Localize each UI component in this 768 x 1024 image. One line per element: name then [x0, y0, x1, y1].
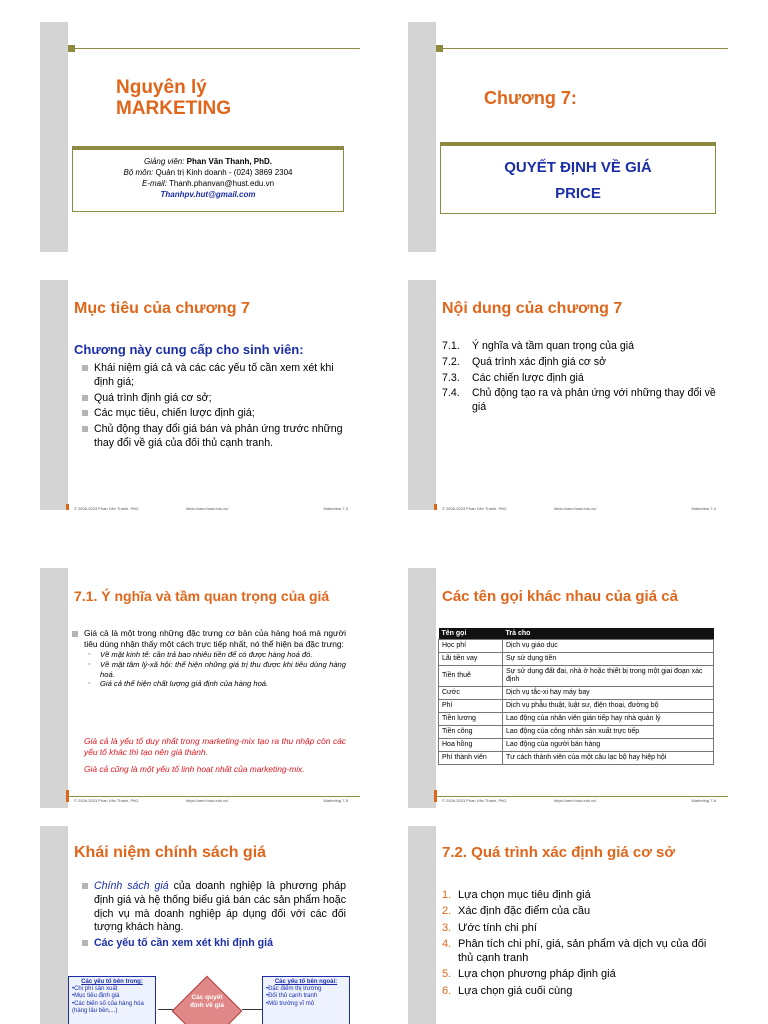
slide-accent-bar — [40, 280, 68, 510]
item-text: Chủ động tạo ra và phản ứng với những thay đổi về giá — [472, 387, 716, 414]
box-header: Các yếu tố bên ngoài: — [274, 979, 338, 985]
box-line: •Đối thủ cạnh tranh — [266, 993, 318, 1000]
list-item — [72, 628, 346, 689]
slide-title: Mục tiêu của chương 7 — [74, 300, 250, 317]
slide-7 — [40, 826, 360, 1024]
chapter-topic-line2: PRICE — [555, 184, 601, 202]
steps-list — [442, 888, 716, 1000]
footer-page: Marketing 7-6 — [691, 798, 716, 803]
item-text: Ý nghĩa và tầm quan trọng của giá — [472, 340, 634, 352]
box-header: Các yếu tố bên trong: — [81, 979, 143, 985]
list-item — [442, 967, 716, 981]
list-item — [442, 356, 716, 370]
slide-footer — [440, 798, 728, 806]
email-secondary[interactable]: Thanhpv.hut@gmail.com — [160, 190, 256, 200]
slide-title: Các tên gọi khác nhau của giá cả — [442, 588, 678, 605]
course-title-line2: MARKETING — [116, 97, 232, 119]
slide-5 — [40, 568, 360, 808]
bottom-divider — [68, 796, 360, 797]
chapter-topic-box — [440, 142, 716, 214]
sub-item: ▫ Về mặt tâm lý-xã hội: thể hiện những giá trị thu được khi tiêu dùng hàng hoá. — [88, 660, 346, 680]
slide-title: Nội dung của chương 7 — [442, 300, 623, 317]
table-cell: Tiền thuê — [439, 666, 503, 687]
footer-copyright: © 2006-2023 Phan Văn Thanh, PhD. — [74, 506, 140, 510]
policy-list — [82, 880, 346, 953]
slide-title: 7.2. Quá trình xác định giá cơ sở — [442, 844, 676, 861]
table-cell: Sự sử dụng đất đai, nhà ở hoặc thiết bị trong một giai đoạn xác định — [503, 666, 714, 687]
box-line: •Mục tiêu định giá — [72, 993, 120, 1000]
step-number: 1. — [442, 889, 452, 901]
table-cell: Dịch vụ giáo dục — [503, 640, 714, 653]
list-item: Các mục tiêu, chiến lược định giá; — [82, 407, 346, 421]
table-row — [439, 687, 714, 700]
slide-title: 7.1. Ý nghĩa và tầm quan trọng của giá — [74, 588, 330, 604]
department-value: Quản trị Kinh doanh - (024) 3869 2304 — [155, 168, 293, 178]
step-text: Lựa chọn giá cuối cùng — [458, 984, 573, 997]
table-header-row — [439, 628, 714, 640]
box-line: •Chi phí sản xuất — [72, 986, 118, 993]
table-row — [439, 713, 714, 726]
table-cell: Lao động của nhân viên gián tiếp hay nhà quản lý — [503, 713, 714, 726]
list-item: Khái niệm giá cả và các các yếu tố cần xem xét khi định giá; — [82, 362, 346, 390]
slide-accent-bar — [408, 568, 436, 808]
item-text: Quá trình xác định giá cơ sở — [472, 355, 607, 368]
internal-factors-box — [68, 976, 156, 1024]
list-item — [442, 921, 716, 935]
email-line — [73, 178, 343, 189]
table-cell: Sự sử dụng tiền — [503, 653, 714, 666]
arrow-connector-right — [242, 1009, 262, 1010]
course-title-line1: Nguyên lý — [116, 77, 207, 98]
table-row — [439, 653, 714, 666]
footer-page: Marketing 7-5 — [323, 798, 348, 803]
slide-footer — [440, 506, 728, 510]
course-title — [116, 78, 231, 120]
step-number: 4. — [442, 937, 452, 950]
footer-copyright: © 2006-2023 Phan Văn Thanh, PhD. — [74, 798, 140, 803]
table-cell: Dịch vụ phẫu thuật, luật sư, điện thoại, đường bộ — [503, 700, 714, 713]
slide-accent-bar — [40, 568, 68, 808]
email-label: E-mail: — [141, 179, 167, 189]
sub-list — [88, 650, 346, 689]
slide-title: Khái niệm chính sách giá — [74, 844, 267, 861]
department-label: Bộ môn: — [123, 168, 154, 178]
item-text: Giá cả là một trong những đặc trưng cơ bản của hàng hoá mà người tiêu dùng nhận thấy một cách trực tiếp nhất, nó thể hiện ba đặc trưng: — [84, 628, 346, 649]
highlight-paragraph-1: Giá cả là yếu tố duy nhất trong marketing-mix tạo ra thu nhập còn các yếu tố khác thì tạo nên giá thành. — [84, 736, 346, 757]
footer-url[interactable]: https://sem.hust.edu.vn/ — [554, 798, 597, 803]
slide-3 — [40, 280, 360, 510]
step-text: Xác định đặc điểm của cầu — [458, 905, 591, 918]
objective-list — [82, 362, 346, 453]
sub-item: ▫ Giá cả thể hiện chất lượng giả định của hàng hoá. — [88, 679, 346, 689]
keyword: Chính sách giá — [94, 880, 169, 892]
box-line: •Đặc điểm thị trường — [266, 986, 322, 993]
table-cell: Lãi tiền vay — [439, 653, 503, 666]
table-row — [439, 666, 714, 687]
decision-label: Các quyết định về giá — [190, 994, 224, 1009]
item-text: của doanh nghiệp là phương pháp định giá và hệ thống biểu giá bán các sản phẩm hoặc dịch vụ mà doanh nghiệp áp dụng đối với các đối tượng khách hàng. — [94, 880, 347, 934]
footer-url[interactable]: https://sem.hust.edu.vn/ — [186, 506, 229, 510]
slide-1 — [40, 22, 360, 252]
slide-6 — [408, 568, 728, 808]
footer-url[interactable]: https://sem.hust.edu.vn/ — [554, 506, 597, 510]
item-text: Các chiến lược định giá — [472, 371, 584, 384]
footer-copyright: © 2006-2023 Phan Văn Thanh, PhD. — [442, 506, 508, 510]
meaning-list — [72, 628, 346, 691]
table-cell: Học phí — [439, 640, 503, 653]
price-names-table — [438, 628, 714, 765]
list-item: Các yếu tố cần xem xét khi định giá — [82, 937, 346, 951]
step-text: Ước tính chi phí — [458, 921, 537, 934]
contents-list — [442, 340, 716, 417]
list-item — [82, 880, 346, 935]
step-text: Lựa chọn mục tiêu định giá — [458, 889, 591, 901]
step-text: Lựa chọn phương pháp định giá — [458, 968, 616, 981]
slide-4 — [408, 280, 728, 510]
column-header: Trả cho — [503, 628, 714, 640]
bottom-divider — [436, 796, 728, 797]
step-number: 2. — [442, 905, 452, 918]
table-cell: Phí thành viên — [439, 752, 503, 765]
table-cell: Cước — [439, 687, 503, 700]
slide-accent-bar — [40, 826, 68, 1024]
list-item — [442, 904, 716, 918]
slide-footer — [72, 798, 360, 806]
email-value[interactable]: Thanh.phanvan@hust.edu.vn — [168, 179, 275, 189]
table-row — [439, 726, 714, 739]
slide-lead: Chương này cung cấp cho sinh viên: — [74, 342, 304, 357]
top-divider — [68, 48, 360, 49]
slide-accent-bar — [408, 280, 436, 510]
list-item — [442, 888, 716, 902]
top-divider — [436, 48, 728, 49]
lecturer-info-box — [72, 146, 344, 212]
table-cell: Tiền lương — [439, 713, 503, 726]
list-item: Quá trình định giá cơ sở; — [82, 392, 346, 406]
table-cell: Lao động của công nhân sản xuất trực tiếp — [503, 726, 714, 739]
lecturer-label: Giảng viên: — [143, 157, 185, 166]
column-header: Tên gọi — [439, 628, 503, 640]
table-row — [439, 700, 714, 713]
table-cell: Lao động của người bán hàng — [503, 739, 714, 752]
step-number: 6. — [442, 984, 452, 997]
item-number: 7.3. — [442, 371, 460, 384]
footer-page: Marketing 7-3 — [323, 506, 348, 510]
box-line: •Các biến số của hàng hóa (hàng lâu bền,...) — [72, 1000, 144, 1014]
item-number: 7.4. — [442, 387, 460, 400]
table-cell: Tư cách thành viên của một câu lạc bộ hay hiệp hội — [503, 752, 714, 765]
chapter-topic-line1: QUYẾT ĐỊNH VỀ GIÁ — [504, 159, 652, 176]
list-item — [442, 984, 716, 998]
table-row — [439, 640, 714, 653]
item-number: 7.2. — [442, 355, 460, 368]
footer-url[interactable]: https://sem.hust.edu.vn/ — [186, 798, 229, 803]
chapter-title: Chương 7: — [484, 88, 577, 108]
box-line: •Môi trường vĩ mô — [266, 1000, 315, 1007]
slide-8 — [408, 826, 728, 1024]
list-item — [442, 387, 716, 415]
slide-accent-bar — [40, 22, 68, 252]
step-number: 3. — [442, 921, 452, 934]
step-number: 5. — [442, 968, 452, 981]
slide-accent-bar — [408, 826, 436, 1024]
table-cell: Hoa hồng — [439, 739, 503, 752]
list-item: Chủ động thay đổi giá bán và phản ứng trước những thay đổi về giá của đối thủ cạnh tranh. — [82, 423, 346, 451]
step-text: Phân tích chi phí, giá, sản phẩm và dịch vụ của đối thủ cạnh tranh — [458, 937, 707, 965]
lecturer-line — [73, 156, 343, 167]
table-row — [439, 752, 714, 765]
slide-accent-bar — [408, 22, 436, 252]
slide-footer — [72, 506, 360, 510]
list-item — [442, 937, 716, 966]
highlight-paragraph-2: Giá cả cũng là một yếu tố linh hoạt nhất của marketing-mix. — [84, 764, 305, 774]
footer-copyright: © 2006-2023 Phan Văn Thanh, PhD. — [442, 798, 508, 803]
list-item — [442, 372, 716, 386]
table-cell: Phí — [439, 700, 503, 713]
department-line — [73, 167, 343, 178]
table-row — [439, 739, 714, 752]
slide-2 — [408, 22, 728, 252]
table-cell: Dịch vụ tắc-xi hay máy bay — [503, 687, 714, 700]
table-cell: Tiền công — [439, 726, 503, 739]
sub-item: ▫ Về mặt kinh tế: cần trả bao nhiêu tiền để có được hàng hoá đó. — [88, 650, 346, 660]
list-item — [442, 340, 716, 354]
lecturer-name: Phan Văn Thanh, PhD. — [186, 157, 273, 166]
external-factors-box — [262, 976, 350, 1024]
item-number: 7.1. — [442, 340, 460, 352]
footer-page: Marketing 7-4 — [691, 506, 716, 510]
